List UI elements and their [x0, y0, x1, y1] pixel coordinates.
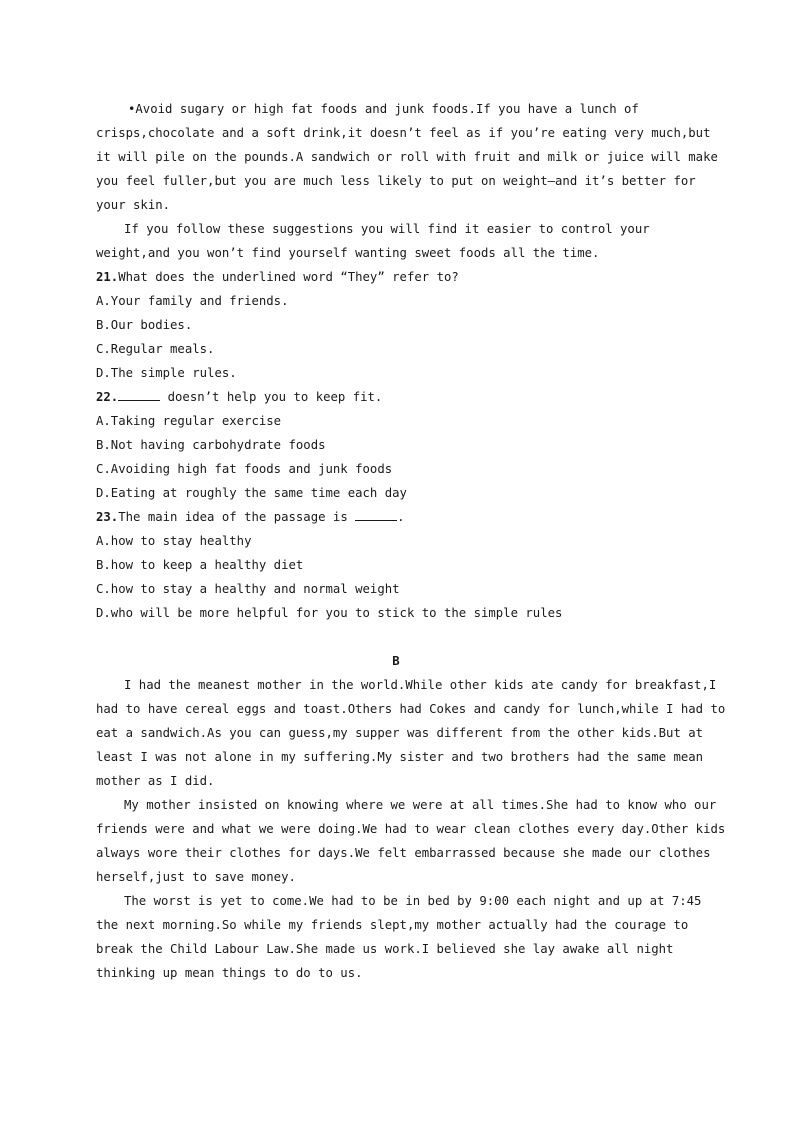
question-stem: [96, 505, 696, 529]
question-stem: [96, 385, 696, 409]
text-line: crisps,chocolate and a soft drink,it doesn’t feel as if you’re eating very much,but: [96, 126, 711, 140]
question-22: [96, 385, 696, 505]
paragraph-2: [96, 793, 726, 889]
question-number: 23.: [96, 510, 119, 524]
answer-blank: [118, 388, 160, 401]
paragraph-1: [96, 673, 726, 793]
option: D.Eating at roughly the same time each day: [96, 486, 407, 500]
option: A.Taking regular exercise: [96, 414, 282, 428]
question-21: [96, 265, 696, 385]
bullet-paragraph: [96, 97, 718, 217]
paragraph-3: [96, 889, 702, 985]
text-line: had to have cereal eggs and toast.Others had Cokes and candy for lunch,while I had to: [96, 702, 726, 716]
question-text: doesn’t help you to keep fit.: [160, 390, 383, 404]
option: A.how to stay healthy: [96, 534, 252, 548]
option: D.The simple rules.: [96, 366, 237, 380]
option: C.how to stay a healthy and normal weight: [96, 582, 400, 596]
section-gap: [96, 625, 696, 649]
option: B.how to keep a healthy diet: [96, 558, 304, 572]
text-line: herself,just to save money.: [96, 870, 296, 884]
option: B.Not having carbohydrate foods: [96, 438, 326, 452]
text-line: thinking up mean things to do to us.: [96, 966, 363, 980]
text-line: friends were and what we were doing.We had to wear clean clothes every day.Other kids: [96, 822, 726, 836]
question-text: What does the underlined word “They” refer to?: [118, 270, 459, 284]
section-title: B: [392, 654, 400, 668]
document-page: [96, 97, 726, 985]
text-line: your skin.: [96, 198, 171, 212]
text-line: My mother insisted on knowing where we were at all times.She had to know who our: [124, 798, 717, 812]
text-line: weight,and you won’t find yourself wanting sweet foods all the time.: [96, 246, 600, 260]
text-line: break the Child Labour Law.She made us work.I believed she lay awake all night: [96, 942, 674, 956]
option: D.who will be more helpful for you to stick to the simple rules: [96, 606, 563, 620]
option: A.Your family and friends.: [96, 294, 289, 308]
question-23: [96, 505, 696, 625]
text-line: the next morning.So while my friends slept,my mother actually had the courage to: [96, 918, 689, 932]
option: C.Regular meals.: [96, 342, 215, 356]
text-line: •Avoid sugary or high fat foods and junk foods.If you have a lunch of: [128, 102, 639, 116]
answer-blank: [355, 508, 397, 521]
text-line: If you follow these suggestions you will find it easier to control your: [124, 222, 650, 236]
question-stem: [96, 265, 696, 289]
text-line: mother as I did.: [96, 774, 215, 788]
text-line: I had the meanest mother in the world.While other kids ate candy for breakfast,I: [124, 678, 717, 692]
conclusion-paragraph: [96, 217, 696, 265]
question-number: 21.: [96, 270, 119, 284]
question-text: The main idea of the passage is: [118, 510, 356, 524]
text-line: it will pile on the pounds.A sandwich or roll with fruit and milk or juice will make: [96, 150, 718, 164]
question-number: 22.: [96, 390, 119, 404]
text-line: always wore their clothes for days.We felt embarrassed because she made our clothes: [96, 846, 711, 860]
text-line: The worst is yet to come.We had to be in bed by 9:00 each night and up at 7:45: [124, 894, 702, 908]
question-text-end: .: [397, 510, 405, 524]
option: C.Avoiding high fat foods and junk foods: [96, 462, 393, 476]
text-line: eat a sandwich.As you can guess,my supper was different from the other kids.But at: [96, 726, 704, 740]
option: B.Our bodies.: [96, 318, 193, 332]
text-line: least I was not alone in my suffering.My sister and two brothers had the same mean: [96, 750, 704, 764]
text-line: you feel fuller,but you are much less likely to put on weight—and it’s better for: [96, 174, 696, 188]
